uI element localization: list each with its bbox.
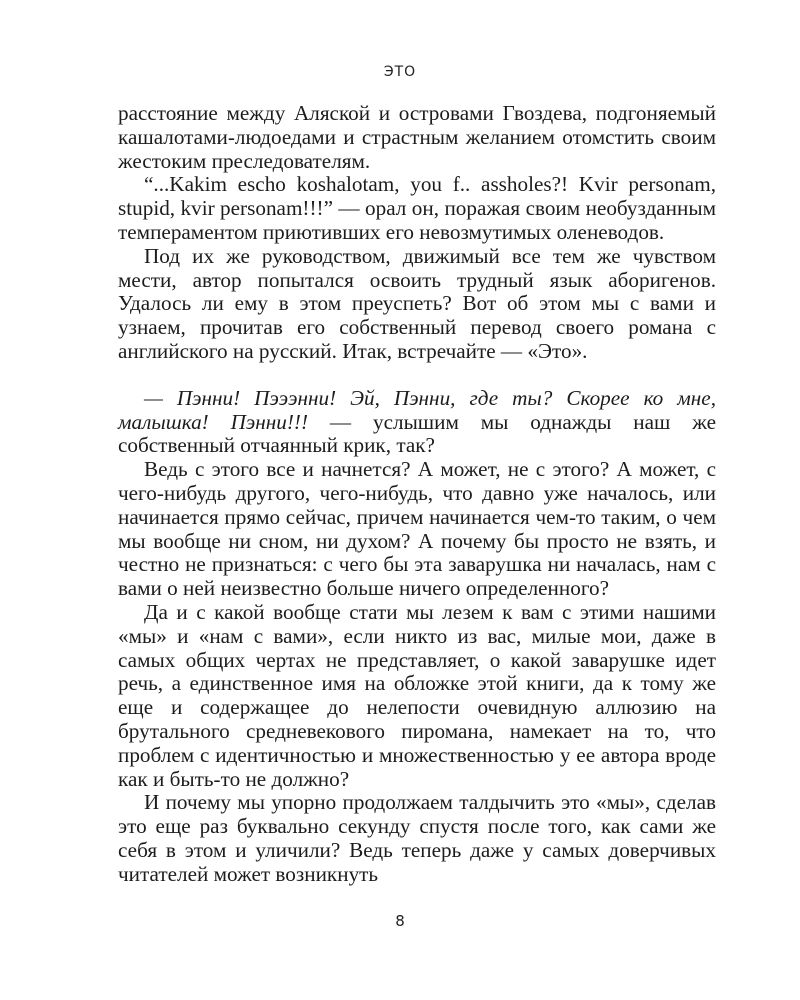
paragraph-4-italic: — Пэнни! Пэээнни! Эй, Пэнни, где ты? Скорее ко мне, малышка! Пэнни!!! xyxy=(118,385,716,434)
paragraph-7: И почему мы упорно продолжаем талдычить это «мы», сделав это еще раз буквально секунду спустя после того, как сами же себя в этом и уличили? Ведь теперь даже у самых доверчивых читателей может возникнуть xyxy=(118,790,716,886)
paragraph-1: расстояние между Аляской и островами Гвоздева, подгоняемый кашалотами-людоедами и страстным желанием отомстить своим жестоким преследователям. xyxy=(118,101,716,173)
running-title: ЭТО xyxy=(383,64,417,80)
paragraph-4 xyxy=(118,387,716,458)
paragraph-5: Ведь с этого все и начнется? А может, не с этого? А может, с чего-нибудь другого, чего-нибудь, что давно уже началось, или начинается прямо сейчас, причем начинается чем-то таким, о чем мы вообще ни сном, ни духом? А почему бы просто не взять, и честно не признаться: с чего бы эта заварушка ни началась, нам с вами о ней неизвестно больше ничего определенного? xyxy=(118,457,716,601)
paragraph-3: Под их же руководством, движимый все тем же чувством мести, автор попытался освоить трудный язык аборигенов. Удалось ли ему в этом преуспеть? Вот об этом мы с вами и узнаем, прочитав его собственный перевод своего романа с английского на русский. Итак, встречайте — «Это». xyxy=(118,243,716,363)
paragraph-6: Да и с какой вообще стати мы лезем к вам с этими нашими «мы» и «нам с вами», если никто из вас, милые мои, даже в самых общих чертах не представляет, о какой заварушке идет речь, а единственное имя на обложке этой книги, да к тому же еще и содержащее до нелепости очевидную аллюзию на брутального средневекового пиромана, намекает на то, что проблем с идентичностью и множественностью у ее автора вроде как и быть-то не должно? xyxy=(118,599,716,791)
body-text xyxy=(118,102,716,887)
page-number: 8 xyxy=(395,912,405,930)
paragraph-4-rest: — услышим мы однажды наш же собственный отчаянный крик, так? xyxy=(118,409,717,458)
paragraph-2: “...Kakim escho koshalotam, you f.. assholes?! Kvir personam, stupid, kvir personam!!!” — орал он, поражая своим необузданным темпераментом приютивших его невозмутимых оленеводов. xyxy=(118,172,716,244)
